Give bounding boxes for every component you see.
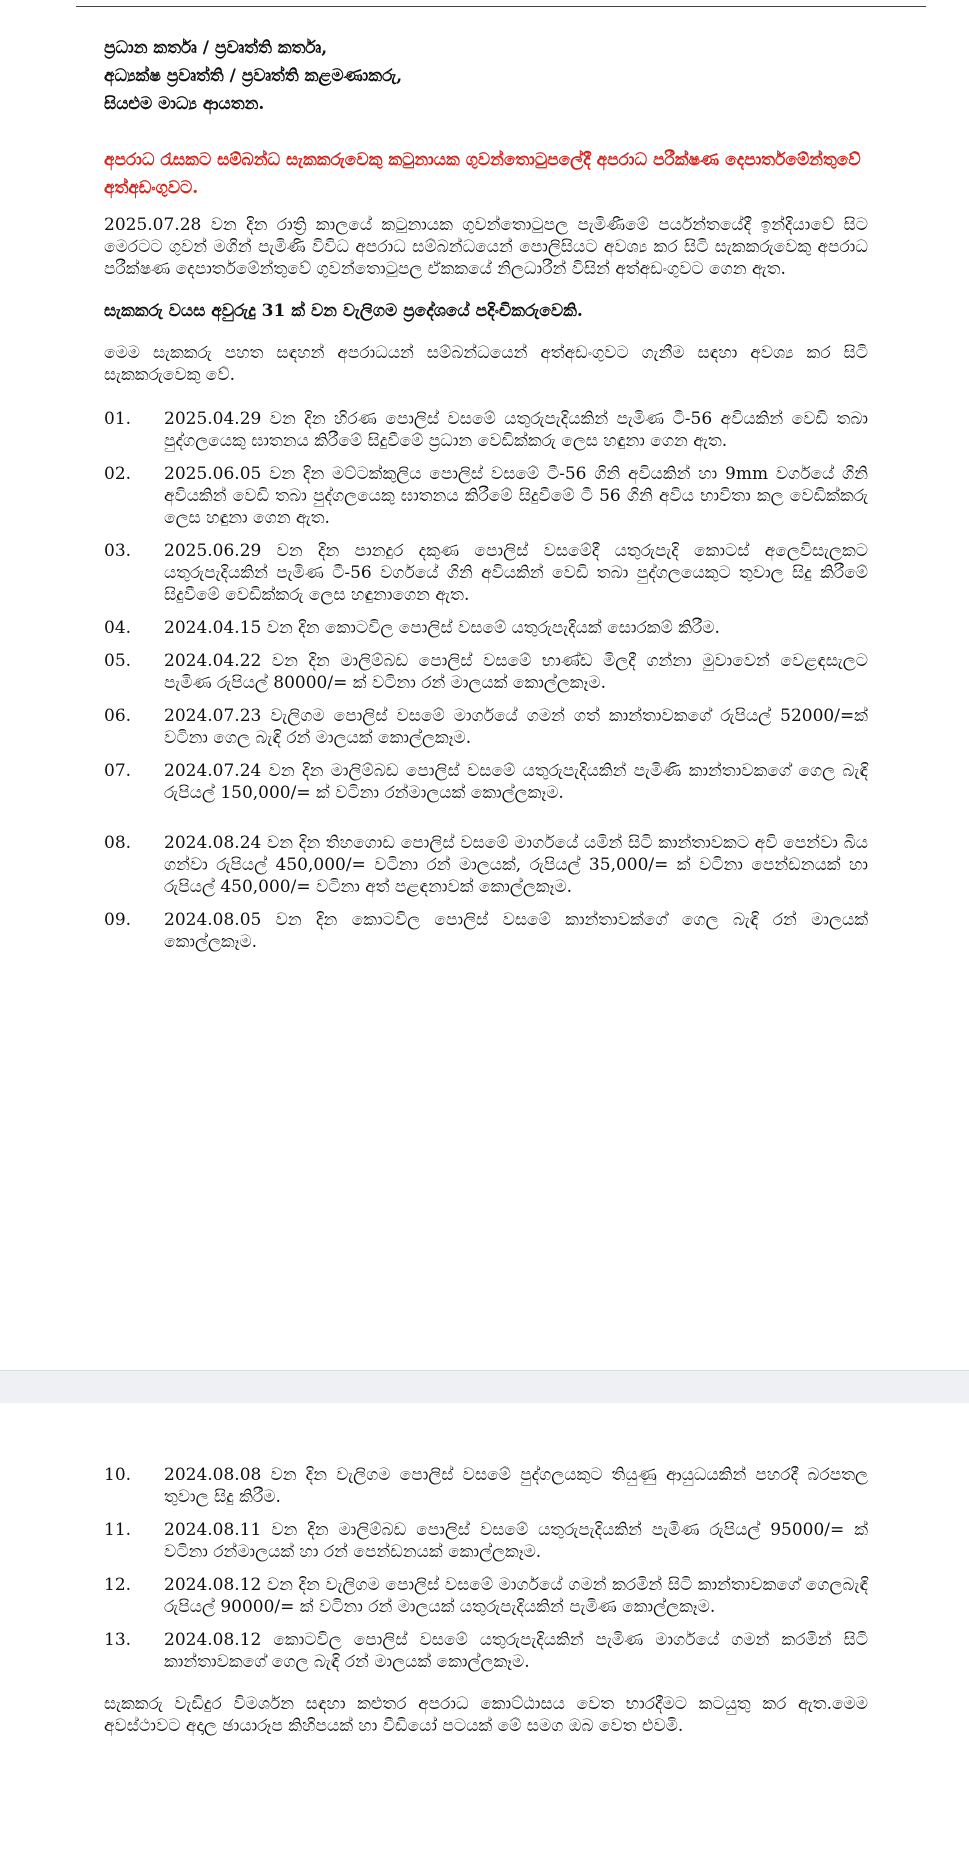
item-number: 06. [104, 706, 132, 726]
address-line: සියළුම මාධ්‍ය ආයතන. [104, 94, 265, 114]
list-item [104, 650, 868, 694]
document-page-1 [104, 34, 868, 964]
item-number: 09. [104, 910, 132, 930]
item-text: 2024.08.08 වන දින වැලිගම පොලිස් වසමේ පුද්ගලයකුට තියුණු ආයුධයකින් පහරදී බරපතල තුවාල සිදු කිරීම. [164, 1465, 868, 1507]
address-line: ප්‍රධාන කර්තෘ / ප්‍රවෘත්ති කර්තෘ, [104, 38, 328, 58]
page-break [0, 1370, 969, 1403]
crime-list-continued [104, 1464, 868, 1673]
item-text: 2025.04.29 වන දින හිරණ පොලිස් වසමේ යතුරුපැදියකින් පැමිණ ටී-56 අවියකින් වෙඩි තබා පුද්ගලයෙකු ඝාතනය කිරීමේ සිදුවීමේ ප්‍රධාන වෙඩික්කරු ලෙස හඳුනා ගෙන ඇත. [164, 409, 868, 451]
list-item [104, 832, 868, 898]
item-number: 12. [104, 1575, 132, 1595]
closing-paragraph: සැකකරු වැඩිදුර විමර්ශන සඳහා කළුතර අපරාධ කොට්ඨාසය වෙත භාරදීමට කටයුතු කර ඇත.මෙම අවස්ථාවට අදාල ඡායාරූප කිහිපයක් හා වීඩියෝ පටයක් මේ සමග ඔබ වෙත එවමි. [104, 1694, 868, 1736]
item-number: 10. [104, 1465, 132, 1485]
item-number: 13. [104, 1630, 132, 1650]
list-item [104, 408, 868, 452]
list-item [104, 1629, 868, 1673]
address-line: අධ්‍යක්ෂ ප්‍රවෘත්ති / ප්‍රවෘත්ති කළමණාකරු, [104, 66, 403, 86]
item-number: 11. [104, 1520, 132, 1540]
item-text: 2024.08.12 වන දින වැලිගම පොලිස් වසමේ මාර්ගයේ ගමන් කරමින් සිටි කාන්තාවකගේ ගෙලබැඳි රුපියල් 90000/= ක් වටිනා රන් මාලයක් යතුරුපැදියකින් පැමිණ කොල්ලකෑම. [164, 1575, 868, 1617]
top-rule [76, 6, 926, 7]
item-text: 2024.04.22 වන දින මාලිම්බඩ පොලිස් වසමේ භාණ්ඩ මිලදී ගන්නා මුවාවෙන් වෙළඳසැලට පැමිණ රුපියල් 80000/= ක් වටිනා රන් මාලයක් කොල්ලකෑම. [164, 651, 868, 693]
item-text: 2025.06.05 වන දින මට්ටක්කුලිය පොලිස් වසමේ ටී-56 ගිනි අවියකින් හා 9mm වර්ගයේ ගිනි අවියකින් වෙඩි තබා පුද්ගලයෙකු ඝාතනය කිරීමේ සිදුවීමේ ටී 56 ගිනි අවිය භාවිතා කල වෙඩික්කරු ලෙස හඳුනා ගෙන ඇත. [164, 464, 868, 528]
list-item [104, 909, 868, 953]
item-number: 05. [104, 651, 132, 671]
item-text: 2024.08.05 වන දින කොටවිල පොලිස් වසමේ කාන්තාවක්ගේ ගෙල බැඳි රන් මාලයක් කොල්ලකෑම. [164, 910, 868, 952]
list-item [104, 705, 868, 749]
crime-list [104, 408, 868, 953]
list-item [104, 1519, 868, 1563]
item-number: 07. [104, 761, 132, 781]
list-item [104, 540, 868, 606]
item-text: 2024.08.24 වන දින තිහගොඩ පොලිස් වසමේ මාර්ගයේ යමින් සිටි කාන්තාවකට අවි පෙන්වා බිය ගන්වා රුපියල් 450,000/= වටිනා රන් මාලයක්, රුපියල් 35,000/= ක් වටිනා පෙන්ඩනයක් හා රුපියල් 450,000/= වටිනා අත් පළඳනාවක් කොල්ලකෑම. [164, 833, 868, 897]
item-text: 2025.06.29 වන දින පානදුර දකුණ පොලිස් වසමේදී යතුරුපැදි කොටස් අලෙවිසැලකට යතුරුපැදියකින් පැමිණ ටී-56 වර්ගයේ ගිනි අවියකින් වෙඩි තබා පුද්ගලයෙකුට තුවාල සිදු කිරීමේ සිදුවීමේ වෙඩික්කරු ලෙස හඳුනාගෙන ඇත. [164, 541, 868, 605]
item-text: 2024.04.15 වන දින කොටවිල පොලිස් වසමේ යතුරුපැදියක් සොරකම් කිරීම. [164, 618, 720, 638]
suspect-details: සැකකරු වයස අවුරුදු 31 ක් වන වැලිගම ප්‍රදේශයේ පදිංචිකරුවෙකි. [104, 301, 583, 321]
item-text: 2024.08.11 වන දින මාලිම්බඩ පොලිස් වසමේ යතුරුපැදියකින් පැමිණ රුපියල් 95000/= ක් වටිනා රන්මාලයක් හා රන් පෙන්ඩනයක් කොල්ලකෑම. [164, 1520, 868, 1562]
list-intro-paragraph: මෙම සැකකරු පහත සඳහන් අපරාධයන් සම්බන්ධයෙන් අත්අඩංගුවට ගැනීම සඳහා අවශ්‍ය කර සිටි සැකකරුවෙකු වේ. [104, 343, 868, 385]
item-number: 01. [104, 409, 132, 429]
intro-paragraph: 2025.07.28 වන දින රාත්‍රි කාලයේ කටුනායක ගුවන්තොටුපල පැමිණීමේ පර්යන්තයේදී ඉන්දියාවේ සිට මෙරටට ගුවන් මගින් පැමිණි විවිධ අපරාධ සම්බන්ධයෙන් පොලිසියට අවශ්‍ය කර සිටි සැකකරුවෙකු අපරාධ පරීක්ෂණ දෙපාර්තමේන්තුවේ ගුවන්තොටුපල ඒකකයේ නිලධාරීන් විසින් අත්අඩංගුවට ගෙන ඇත. [104, 215, 868, 279]
list-item [104, 760, 868, 804]
list-item [104, 617, 868, 639]
item-text: 2024.07.24 වන දින මාලිම්බඩ පොලිස් වසමේ යතුරුපැදියකින් පැමිණි කාන්තාවකගේ ගෙල බැඳි රුපියල් 150,000/= ක් වටිනා රන්මාලයක් කොල්ලකෑම. [164, 761, 868, 803]
press-release-title: අපරාධ රැසකට සම්බන්ධ සැකකරුවෙකු කටුනායක ගුවන්තොටුපලේදී අපරාධ පරීක්ෂණ දෙපාර්තමේන්තුවේ අත්අඩංගුවට. [104, 150, 861, 198]
list-item [104, 463, 868, 529]
item-text: 2024.08.12 කොටවිල පොලිස් වසමේ යතුරුපැදියකින් පැමිණ මාර්ගයේ ගමන් කරමින් සිටි කාන්තාවකගේ ගෙල බැඳි රන් මාලයක් කොල්ලකෑම. [164, 1630, 868, 1672]
item-text: 2024.07.23 වැලිගම පොලිස් වසමේ මාර්ගයේ ගමන් ගත් කාන්තාවකගේ රුපියල් 52000/=ක් වටිනා ගෙල බැඳි රන් මාලයක් කොල්ලකෑම. [164, 706, 868, 748]
document-page-2 [104, 1464, 868, 1737]
item-number: 03. [104, 541, 132, 561]
list-item [104, 1574, 868, 1618]
item-number: 04. [104, 618, 132, 638]
item-number: 08. [104, 833, 132, 853]
item-number: 02. [104, 464, 132, 484]
list-item [104, 1464, 868, 1508]
address-block [104, 34, 868, 118]
